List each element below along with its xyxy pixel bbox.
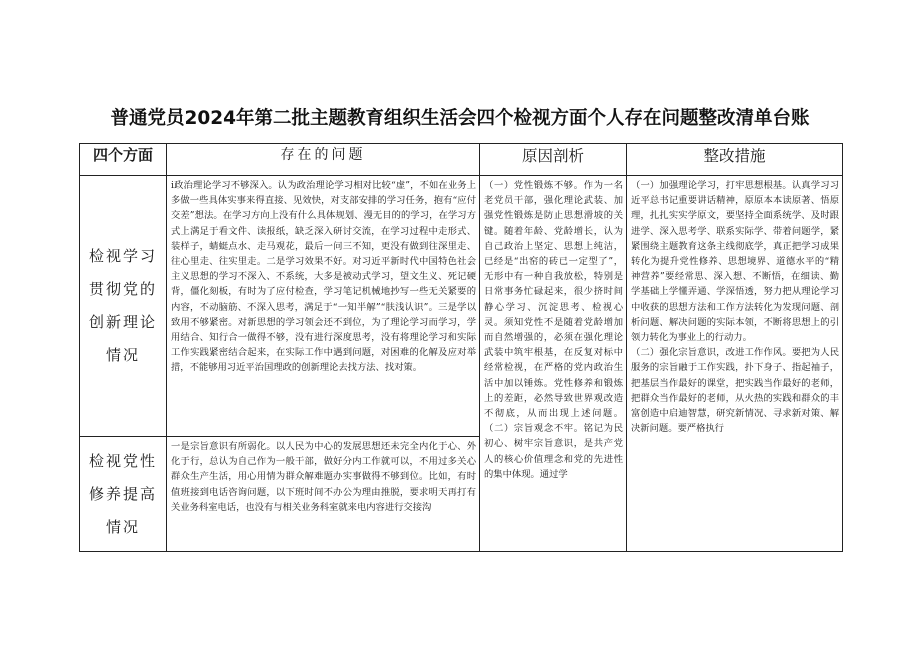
aspect-cell — [80, 437, 167, 552]
problem-cell — [167, 437, 480, 552]
problem-cell — [167, 176, 480, 437]
causes-cell — [480, 176, 627, 552]
header-aspects: 四个方面 — [80, 144, 167, 176]
rectification-ledger-table — [79, 143, 843, 552]
measure-paragraph: （二）强化宗旨意识，改进工作作风。要把为人民服务的宗旨融于工作实践，扑下身子、指起袖子，把基层当作最好的课堂，把实践当作最好的老师，把群众当作最好的老师，从火热的实践和群众的丰富创造中启迪智慧，研究新情况、寻求新对策、解决新问题。要严格执行 — [631, 347, 839, 435]
aspect-label: 检视学习贯彻党的创新理论情况 — [88, 247, 157, 364]
header-problems: 存在的问题 — [167, 144, 480, 176]
page-title: 普通党员2024年第二批主题教育组织生活会四个检视方面个人存在问题整改清单台账 — [110, 108, 810, 129]
causes-text: （一）党性锻炼不够。作为一名老党员干部，强化理论武装、加强党性锻炼是防止思想滑坡的关键。随着年龄、党龄增长，认为自己政治上坚定、思想上纯洁，已经是“出窑的砖已一定型了”，无形中有一种自我放松，特别是日常事务忙碌起来，很少挤时间静心学习、沉淀思考、检视心灵。须知党性不是随着党龄增加而自然增强的，必须在强化理论武装中筑牢根基，在反复对标中经常检视，在严格的党内政治生活中加以锤炼。党性修养和锻炼上的差距，必然导致世界观改造不彻底，从而出现上述问题。（二）宗旨观念不牢。铭记为民初心、树牢宗旨意识，是共产党人的核心价值理念和党的先进性的集中体现。通过学 — [484, 180, 623, 480]
measure-paragraph: （一）加强理论学习，打牢思想根基。认真学习习近平总书记重要讲话精神，原原本本读原著、悟原理，扎扎实实学原文，要坚持全面系统学、及时跟进学、深入思考学、联系实际学、带着问题学，紧紧围绕主题教育这条主线彻底学，真正把学习成果转化为提升党性修养、思想境界、道德水平的“精神营养”要经常思、深入想、不断悟，在细读、勤学基础上学懂弄通、学深悟透，努力把从理论学习中收获的思想方法和工作方法转化为发现问题、剖析问题、解决问题的实际本领，不断将思想上的引领力转化为事业上的行动力。 — [631, 180, 839, 344]
header-row — [80, 144, 843, 176]
problem-text: i政治理论学习不够深入。认为政治理论学习相对比较“虚”，不如在业务上多做一些具体实事来得直接、见效快，对支部安排的学习任务，抱有“应付交差”想法。在学习方向上没有什么具体规划、漫无目的的学习，在学习方式上满足于看文件、读报纸，缺乏深入研讨交流，在学习过程中走形式、装样子，蜻蜓点水、走马观花，最后一问三不知，更没有做到往深里走、往心里走、往实里走。二是学习效果不好。对习近平新时代中国特色社会主义思想的学习不深入、不系统，大多是被动式学习，望文生义、死记硬背，僵化刻板，有时为了应付检查，学习笔记机械地抄写一些无关紧要的内容，不动脑筋、不深入思考，满足于“一知半解”“肤浅认识”。三是学以致用不够紧密。对新思想的学习领会还不到位，为了理论学习而学习，学用结合、知行合一做得不够，没有进行深度思考，没有将理论学习和实际工作实践紧密结合起来，在实际工作中遇到问题，对困难的化解及应对举措，不能够用习近平治国理政的创新理论去找方法、找对策。 — [171, 180, 476, 374]
aspect-label: 检视党性修养提高情况 — [88, 451, 157, 536]
problem-text: 一是宗旨意识有所弱化。以人民为中心的发展思想还未完全内化于心、外化于行，总认为自己作为一般干部，做好分内工作就可以，不用过多关心群众生产生活，用心用情为群众解难题办实事做得不够到位。比如，有时值班接到电话咨询问题，以下班时间不办公为理由推脱，要求明天再打有关业务科室电话，也没有与相关业务科室就来电内容进行交接沟 — [171, 441, 476, 513]
header-causes: 原因剖析 — [480, 144, 627, 176]
aspect-cell — [80, 176, 167, 437]
header-measures: 整改措施 — [627, 144, 843, 176]
measures-cell — [627, 176, 843, 552]
table-row — [80, 176, 843, 437]
